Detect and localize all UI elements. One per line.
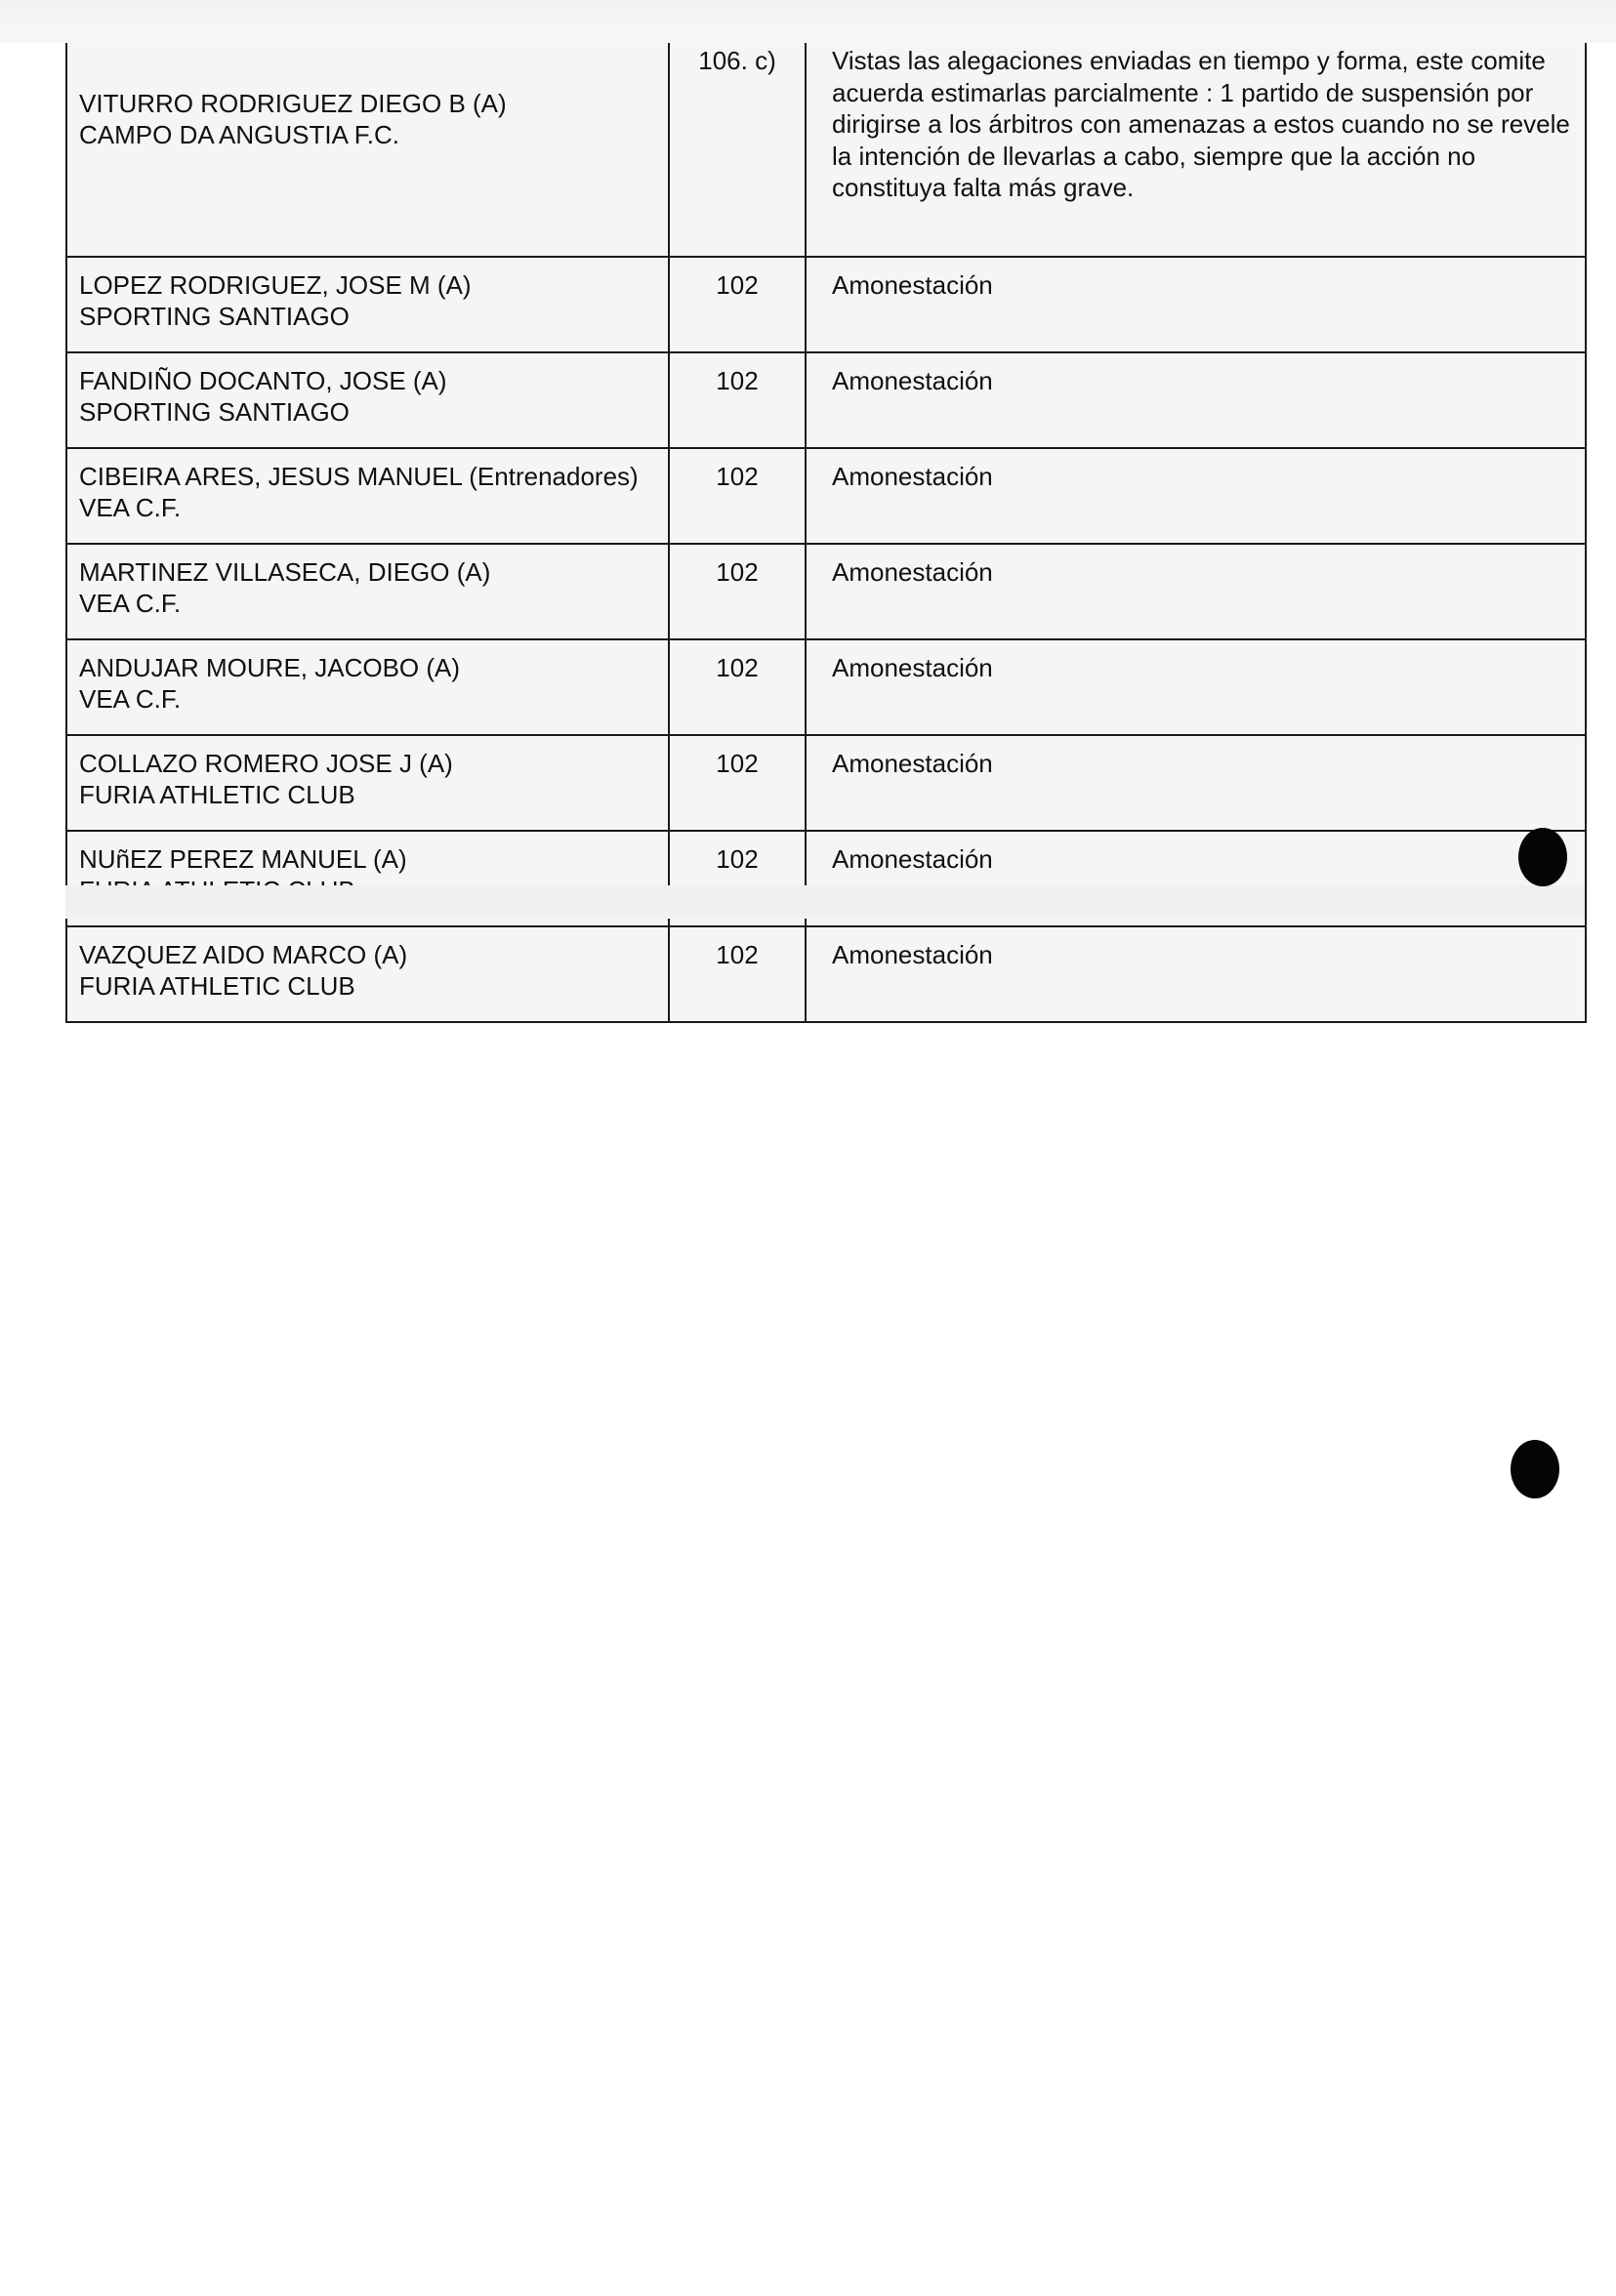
table-row [66, 43, 1586, 257]
article-number: 102 [716, 749, 759, 778]
punch-hole-mark [1518, 828, 1567, 886]
article-number: 102 [716, 366, 759, 395]
sanction-text: Amonestación [832, 844, 993, 874]
article-cell [669, 735, 806, 831]
article-number: 102 [716, 940, 759, 969]
article-number: 102 [716, 270, 759, 300]
article-cell [669, 43, 806, 257]
player-name: COLLAZO ROMERO JOSE J (A) [79, 749, 453, 778]
punch-hole-mark [1511, 1440, 1559, 1498]
sanction-text: Amonestación [832, 462, 993, 491]
article-cell [669, 544, 806, 639]
article-number: 102 [716, 653, 759, 682]
player-cell [66, 257, 669, 352]
player-cell [66, 43, 669, 257]
table-row [66, 448, 1586, 544]
sanction-cell [806, 544, 1586, 639]
club-name: SPORTING SANTIAGO [79, 397, 350, 427]
sanction-cell [806, 257, 1586, 352]
player-cell [66, 352, 669, 448]
player-name: MARTINEZ VILLASECA, DIEGO (A) [79, 557, 491, 587]
player-cell [66, 448, 669, 544]
table-row [66, 352, 1586, 448]
table-row [66, 926, 1586, 1022]
player-name: VITURRO RODRIGUEZ DIEGO B (A) [79, 89, 507, 118]
player-name: ANDUJAR MOURE, JACOBO (A) [79, 653, 461, 682]
club-name: FURIA ATHLETIC CLUB [79, 780, 355, 809]
club-name: FURIA ATHLETIC CLUB [79, 971, 355, 1001]
club-name: VEA C.F. [79, 493, 182, 522]
club-name: SPORTING SANTIAGO [79, 302, 350, 331]
table-row [66, 257, 1586, 352]
sanction-text: Vistas las alegaciones enviadas en tiempo y forma, este comite acuerda estimarlas parcialmente : 1 partido de suspensión por dirigirse a los árbitros con amenazas a estos cuando no se revele la intención de llevarlas a cabo, siempre que la acción no constituya falta más grave. [832, 46, 1570, 202]
player-name: VAZQUEZ AIDO MARCO (A) [79, 940, 408, 969]
article-cell [669, 352, 806, 448]
sanction-cell [806, 735, 1586, 831]
article-number: 102 [716, 462, 759, 491]
sanction-cell [806, 43, 1586, 257]
player-name: NUñEZ PEREZ MANUEL (A) [79, 844, 407, 874]
sanction-text: Amonestación [832, 749, 993, 778]
sanction-cell [806, 926, 1586, 1022]
article-cell [669, 639, 806, 735]
scan-top-shading [0, 0, 1616, 43]
article-number: 102 [716, 557, 759, 587]
club-name: VEA C.F. [79, 589, 182, 618]
table-row [66, 735, 1586, 831]
article-number: 102 [716, 844, 759, 874]
player-cell [66, 639, 669, 735]
club-name: CAMPO DA ANGUSTIA F.C. [79, 120, 399, 149]
sanction-cell [806, 352, 1586, 448]
sanctions-table [65, 43, 1587, 1023]
player-name: CIBEIRA ARES, JESUS MANUEL (Entrenadores) [79, 462, 639, 491]
sanction-text: Amonestación [832, 270, 993, 300]
article-cell [669, 257, 806, 352]
article-number: 106. c) [698, 46, 776, 75]
table-row [66, 544, 1586, 639]
sanction-text: Amonestación [832, 653, 993, 682]
scan-shading-band [65, 885, 1585, 919]
player-name: LOPEZ RODRIGUEZ, JOSE M (A) [79, 270, 472, 300]
player-cell [66, 544, 669, 639]
table-row [66, 639, 1586, 735]
sanction-cell [806, 639, 1586, 735]
sanction-text: Amonestación [832, 940, 993, 969]
article-cell [669, 926, 806, 1022]
sanction-text: Amonestación [832, 366, 993, 395]
sanction-cell [806, 448, 1586, 544]
article-cell [669, 448, 806, 544]
player-name: FANDIÑO DOCANTO, JOSE (A) [79, 366, 447, 395]
player-cell [66, 926, 669, 1022]
sanction-text: Amonestación [832, 557, 993, 587]
club-name: VEA C.F. [79, 684, 182, 714]
player-cell [66, 735, 669, 831]
